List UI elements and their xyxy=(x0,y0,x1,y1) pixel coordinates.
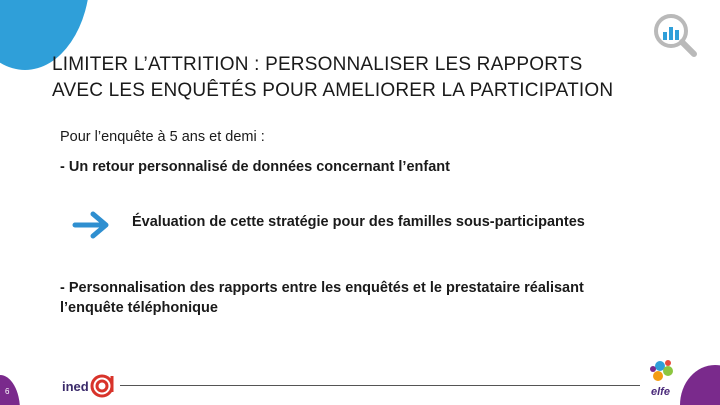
bullet-personalized-reports-line-1: - Personnalisation des rapports entre les enquêtés et le prestataire réalisant xyxy=(60,280,584,296)
slide-title xyxy=(52,52,662,104)
slide-title-line-2: AVEC LES ENQUÊTÉS POUR AMELIORER LA PARTICIPATION xyxy=(52,80,614,101)
bullet-personalized-reports-line-2: l’enquête téléphonique xyxy=(60,300,218,316)
evaluation-text: Évaluation de cette stratégie pour des familles sous-participantes xyxy=(132,214,585,230)
ined-logo-text: ined xyxy=(62,379,89,394)
slide-title-line-1: LIMITER L’ATTRITION : PERSONNALISER LES RAPPORTS xyxy=(52,54,583,75)
elfe-logo-text: elfe xyxy=(651,386,670,398)
elfe-emblem-icon xyxy=(646,358,684,386)
page-number: 6 xyxy=(5,387,10,396)
ined-spiral-icon xyxy=(90,374,116,398)
intro-text: Pour l’enquête à 5 ans et demi : xyxy=(60,129,265,145)
right-arrow-icon xyxy=(72,210,112,240)
magnifier-chart-icon xyxy=(652,12,698,58)
elfe-logo xyxy=(646,358,684,404)
corner-decoration-bottom-right xyxy=(680,365,720,405)
corner-decoration-bottom-left xyxy=(0,375,20,405)
footer-divider xyxy=(120,385,640,386)
bullet-personalized-feedback: - Un retour personnalisé de données concernant l’enfant xyxy=(60,159,450,175)
